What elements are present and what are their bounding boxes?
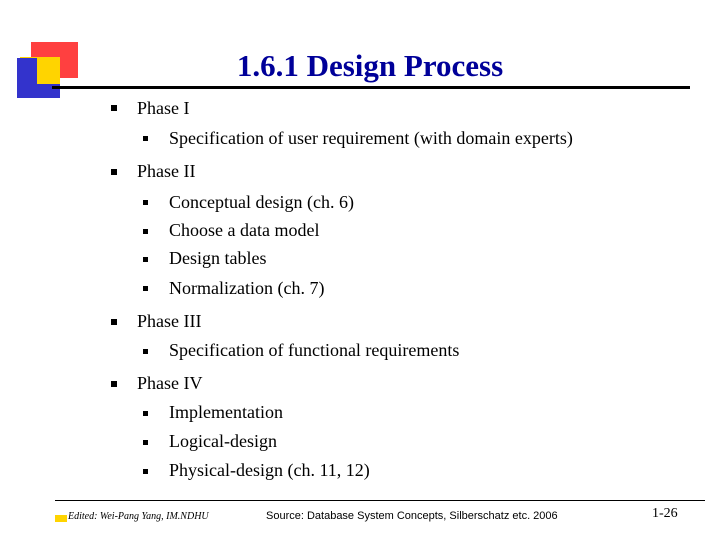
phase-item: Choose a data model [169, 220, 320, 240]
footer-divider [55, 500, 705, 501]
decor-blue-bar [17, 58, 37, 98]
phase-item: Specification of user requirement (with domain experts) [169, 128, 573, 148]
footer-source: Source: Database System Concepts, Silberschatz etc. 2006 [266, 510, 558, 522]
sub-bullet-square-icon [143, 136, 148, 141]
bullet-square-icon [111, 169, 117, 175]
phase-heading: Phase IV [137, 373, 203, 393]
phase-item: Design tables [169, 248, 267, 268]
sub-bullet-square-icon [143, 440, 148, 445]
phase-item: Implementation [169, 402, 283, 422]
bullet-square-icon [111, 319, 117, 325]
sub-bullet-square-icon [143, 200, 148, 205]
phase-item: Normalization (ch. 7) [169, 278, 325, 298]
phase-item: Specification of functional requirements [169, 340, 460, 360]
footer-editor: Edited: Wei-Pang Yang, IM.NDHU [68, 511, 209, 522]
sub-bullet-square-icon [143, 411, 148, 416]
title-underline [52, 86, 690, 89]
phase-heading: Phase I [137, 98, 190, 118]
phase-item: Physical-design (ch. 11, 12) [169, 460, 370, 480]
sub-bullet-square-icon [143, 229, 148, 234]
slide-title: 1.6.1 Design Process [236, 48, 504, 83]
phase-item: Conceptual design (ch. 6) [169, 192, 354, 212]
sub-bullet-square-icon [143, 469, 148, 474]
phase-heading: Phase III [137, 311, 202, 331]
page-number: 1-26 [652, 506, 678, 521]
phase-item: Logical-design [169, 431, 277, 451]
footer-yellow-mark [55, 515, 67, 522]
sub-bullet-square-icon [143, 349, 148, 354]
sub-bullet-square-icon [143, 286, 148, 291]
sub-bullet-square-icon [143, 257, 148, 262]
bullet-square-icon [111, 381, 117, 387]
bullet-square-icon [111, 105, 117, 111]
phase-heading: Phase II [137, 161, 196, 181]
